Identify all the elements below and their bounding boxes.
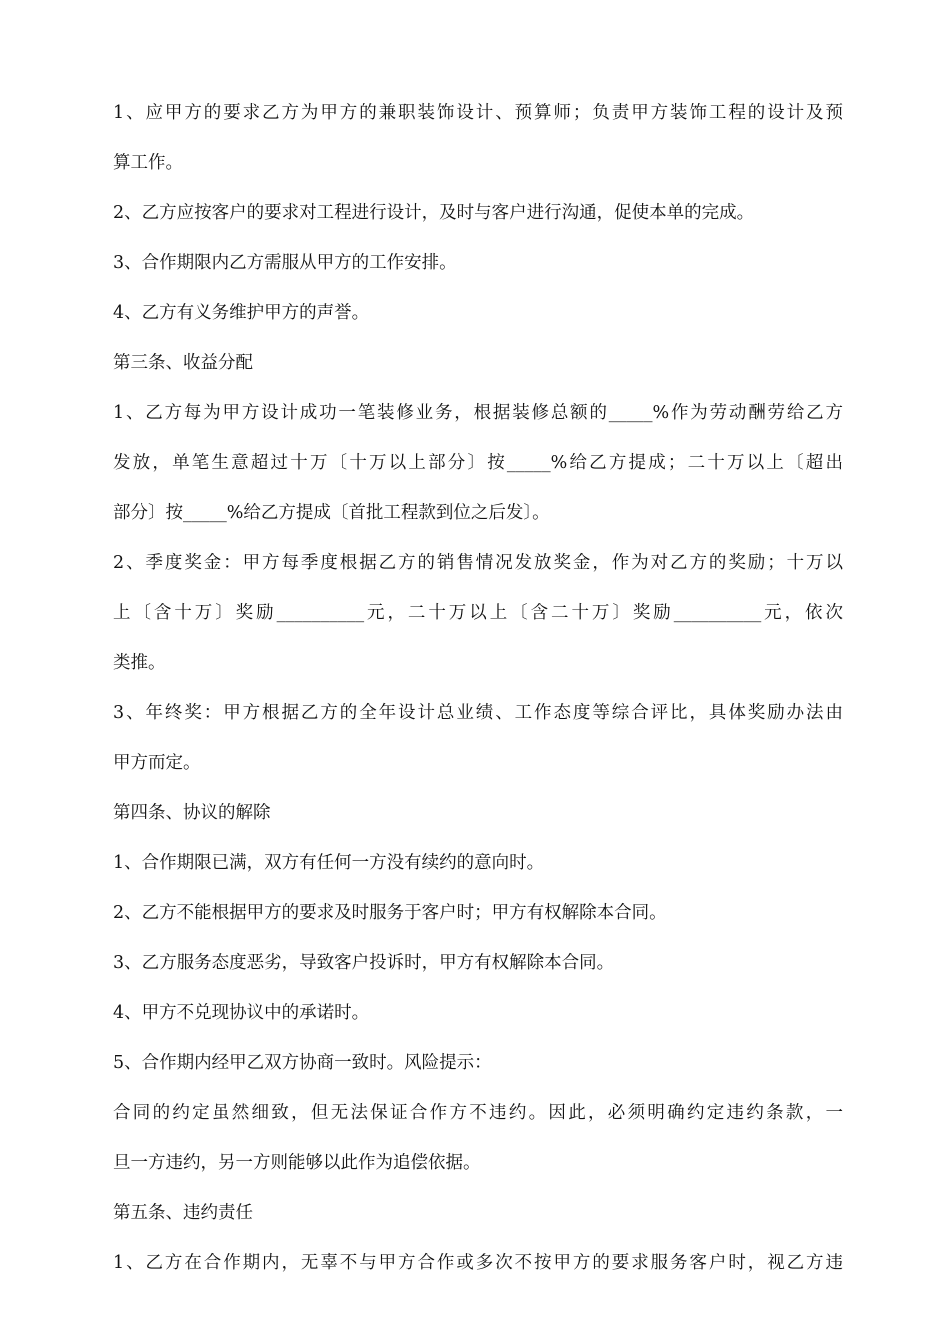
clause-2-item-3: 3、合作期限内乙方需服从甲方的工作安排。 [113,253,457,273]
clause-3-item-3-line-2: 甲方而定。 [113,753,201,773]
section-heading-clause-5: 第五条、违约责任 [113,1203,253,1223]
clause-3-item-2-line-3: 类推。 [113,653,166,673]
clause-4-item-3: 3、乙方服务态度恶劣，导致客户投诉时，甲方有权解除本合同。 [113,953,615,973]
clause-3-item-1-line-1: 1、乙方每为甲方设计成功一笔装修业务，根据装修总额的_____%作为劳动酬劳给乙方 [113,403,843,423]
document-body [113,88,843,1288]
clause-2-item-4: 4、乙方有义务维护甲方的声誉。 [113,303,370,323]
clause-3-item-2-line-2: 上〔含十万〕奖励__________元，二十万以上〔含二十万〕奖励__________元，依次 [113,603,843,623]
section-heading-clause-4: 第四条、协议的解除 [113,803,271,823]
section-heading-clause-3: 第三条、收益分配 [113,353,253,373]
clause-2-item-1-line-1: 1、应甲方的要求乙方为甲方的兼职装饰设计、预算师；负责甲方装饰工程的设计及预 [113,103,843,123]
clause-4-item-1: 1、合作期限已满，双方有任何一方没有续约的意向时。 [113,853,545,873]
clause-3-item-1-line-3: 部分〕按_____%给乙方提成〔首批工程款到位之后发〕。 [113,503,550,523]
clause-4-item-4: 4、甲方不兑现协议中的承诺时。 [113,1003,370,1023]
risk-note-line-2: 旦一方违约，另一方则能够以此作为追偿依据。 [113,1153,481,1173]
clause-3-item-3-line-1: 3、年终奖：甲方根据乙方的全年设计总业绩、工作态度等综合评比，具体奖励办法由 [113,703,843,723]
clause-3-item-1-line-2: 发放，单笔生意超过十万〔十万以上部分〕按_____%给乙方提成；二十万以上〔超出 [113,453,843,473]
clause-2-item-2: 2、乙方应按客户的要求对工程进行设计，及时与客户进行沟通，促使本单的完成。 [113,203,755,223]
clause-2-item-1-line-2: 算工作。 [113,153,183,173]
clause-5-item-1-line-1: 1、乙方在合作期内，无辜不与甲方合作或多次不按甲方的要求服务客户时，视乙方违 [113,1253,843,1273]
clause-3-item-2-line-1: 2、季度奖金：甲方每季度根据乙方的销售情况发放奖金，作为对乙方的奖励；十万以 [113,553,843,573]
clause-4-item-5: 5、合作期内经甲乙双方协商一致时。风险提示： [113,1053,492,1073]
risk-note-line-1: 合同的约定虽然细致，但无法保证合作方不违约。因此，必须明确约定违约条款，一 [113,1103,843,1123]
clause-4-item-2: 2、乙方不能根据甲方的要求及时服务于客户时；甲方有权解除本合同。 [113,903,667,923]
